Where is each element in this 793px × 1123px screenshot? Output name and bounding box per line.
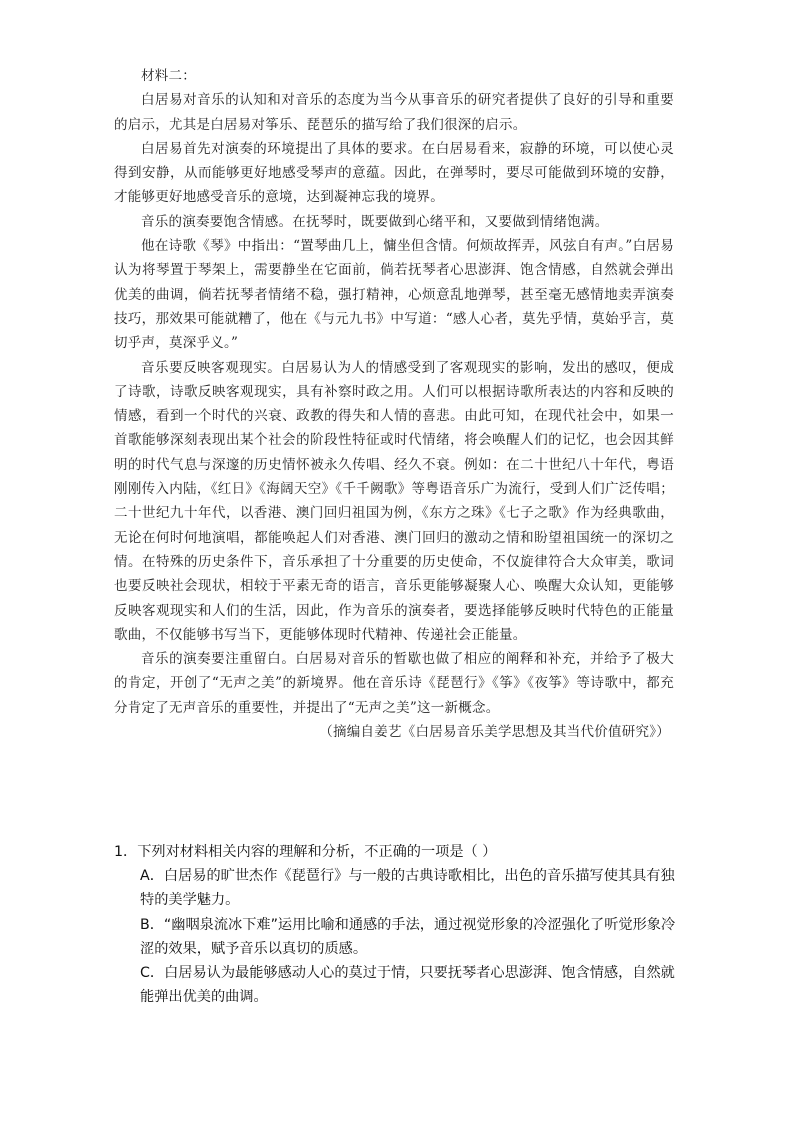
option-b: B．“幽咽泉流冰下难”运用比喻和通感的手法，通过视觉形象的冷涩强化了听觉形象冷涩的效果，赋予音乐以真切的质感。 bbox=[140, 916, 676, 957]
material-paragraph: 音乐的演奏要注重留白。白居易对音乐的暂歇也做了相应的阐释和补充，并给予了极大的肯定，开创了“无声之美”的新境界。他在音乐诗《琵琶行》《筝》《夜筝》等诗歌中，都充分肯定了无声音乐的重要性，并提出了“无声之美”这一新概念。 bbox=[114, 651, 674, 716]
option-c: C．白居易认为最能够感动人心的莫过于情，只要抚琴者心思澎湃、饱含情感，自然就能弹出优美的曲调。 bbox=[140, 965, 675, 1006]
material-heading: 材料二： bbox=[141, 68, 196, 84]
reading-material bbox=[114, 64, 674, 744]
option-a: A．白居易的旷世杰作《琵琶行》与一般的古典诗歌相比，出色的音乐描写使其具有独特的美学魅力。 bbox=[140, 868, 675, 909]
material-paragraph: 音乐的演奏要饱含情感。在抚琴时，既要做到心绪平和，又要做到情绪饱满。 bbox=[141, 213, 609, 230]
question-stem: 1．下列对材料相关内容的理解和分析，不正确的一项是（ ） bbox=[114, 844, 497, 860]
material-paragraph: 音乐要反映客观现实。白居易认为人的情感受到了客观现实的影响，发出的感叹，便成了诗歌，诗歌反映客观现实，具有补察时政之用。人们可以根据诗歌所表达的内容和反映的情感，看到一个时代的兴衰、政教的得失和人情的喜悲。由此可知，在现代社会中，如果一首歌能够深刻表现出某个社会的阶段性特征或时代情绪，将会唤醒人们的记忆，也会因其鲜明的时代气息与深邃的历史情怀被永久传唱、经久不衰。例如：在二十世纪八十年代，粤语刚刚传入内陆，《红日》《海阔天空》《千千阙歌》等粤语音乐广为流行，受到人们广泛传唱；二十世纪九十年代，以香港、澳门回归祖国为例，《东方之珠》《七子之歌》作为经典歌曲，无论在何时何地演唱，都能唤起人们对香港、澳门回归的激动之情和盼望祖国统一的深切之情。在特殊的历史条件下，音乐承担了十分重要的历史使命，不仅旋律符合大众审美，歌词也要反映社会现状，相较于平素无奇的语言，音乐更能够凝聚人心、唤醒大众认知，更能够反映客观现实和人们的生活，因此，作为音乐的演奏者，要选择能够反映时代特色的正能量歌曲，不仅能够书写当下，更能够体现时代精神、传递社会正能量。 bbox=[114, 359, 674, 643]
material-paragraph: 他在诗歌《琴》中指出：“置琴曲几上，慵坐但含情。何烦故挥弄，风弦自有声。”白居易认为将琴置于琴架上，需要静坐在它面前，倘若抚琴者心思澎湃、饱含情感，自然就会弹出优美的曲调，倘若抚琴者情绪不稳，强打精神，心烦意乱地弹琴，甚至毫无感情地卖弄演奏技巧，那效果可能就糟了，他在《与元九书》中写道：“感人心者，莫先乎情，莫始乎言，莫切乎声，莫深乎义。” bbox=[114, 238, 674, 352]
material-paragraph: 白居易对音乐的认知和对音乐的态度为当今从事音乐的研究者提供了良好的引导和重要的启示，尤其是白居易对筝乐、琵琶乐的描写给了我们很深的启示。 bbox=[114, 92, 674, 133]
question-1 bbox=[114, 840, 684, 1009]
material-paragraph: 白居易首先对演奏的环境提出了具体的要求。在白居易看来，寂静的环境，可以使心灵得到安静，从而能够更好地感受琴声的意蕴。因此，在弹琴时，要尽可能做到环境的安静，才能够更好地感受音乐的意境，达到凝神忘我的境界。 bbox=[114, 140, 674, 206]
material-source: （摘编自姜艺《白居易音乐美学思想及其当代价值研究》） bbox=[319, 724, 670, 741]
